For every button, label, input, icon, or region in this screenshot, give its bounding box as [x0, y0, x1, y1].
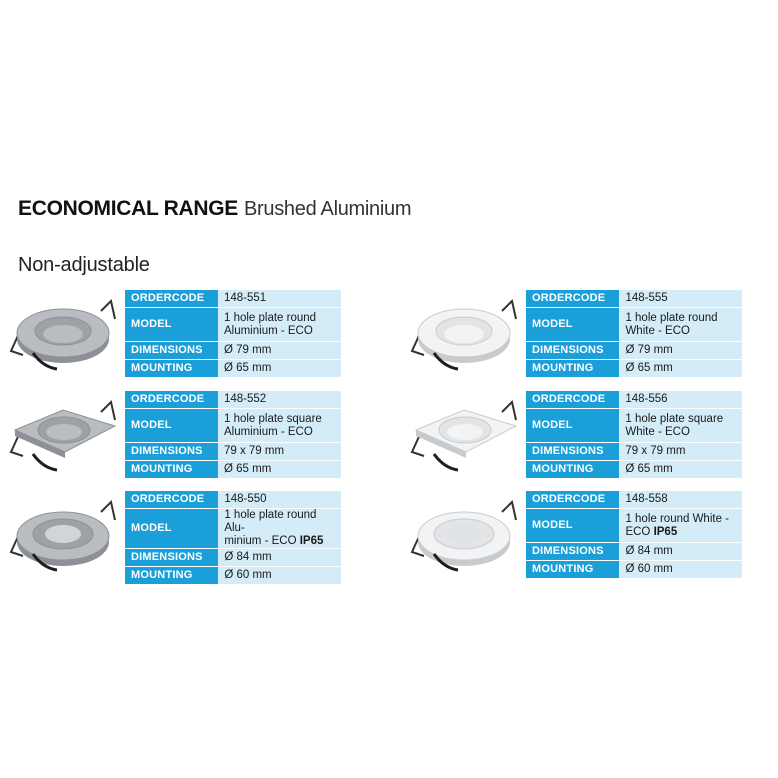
dimensions-value: 79 x 79 mm	[218, 443, 341, 460]
model-value: 1 hole plate round White - ECO	[619, 308, 742, 341]
model-value: 1 hole plate square Aluminium - ECO	[218, 409, 341, 442]
dimensions-label: DIMENSIONS	[125, 342, 218, 359]
mounting-value: Ø 60 mm	[218, 567, 341, 584]
downlight-fixture-icon	[404, 490, 524, 580]
dimensions-label: DIMENSIONS	[526, 342, 619, 359]
mounting-label: MOUNTING	[526, 561, 619, 578]
dimensions-value: Ø 84 mm	[619, 543, 742, 560]
mounting-label: MOUNTING	[526, 461, 619, 478]
model-value: 1 hole plate round Alu- minium - ECO IP65	[218, 509, 341, 548]
mounting-value: Ø 60 mm	[619, 561, 742, 578]
mounting-value: Ø 65 mm	[619, 360, 742, 377]
product-card	[404, 289, 742, 379]
mounting-label: MOUNTING	[125, 360, 218, 377]
model-label: MODEL	[125, 409, 218, 442]
mounting-label: MOUNTING	[125, 567, 218, 584]
dimensions-label: DIMENSIONS	[125, 549, 218, 566]
dimensions-label: DIMENSIONS	[526, 443, 619, 460]
model-label: MODEL	[125, 308, 218, 341]
mounting-value: Ø 65 mm	[218, 360, 341, 377]
page-title	[18, 197, 411, 221]
ordercode-label: ORDERCODE	[526, 391, 619, 408]
mounting-value: Ø 65 mm	[619, 461, 742, 478]
product-photo	[3, 289, 123, 379]
ordercode-label: ORDERCODE	[526, 491, 619, 508]
ordercode-value: 148-550	[218, 491, 341, 508]
model-label: MODEL	[526, 308, 619, 341]
spec-table	[526, 490, 742, 579]
model-value: 1 hole round White - ECO IP65	[619, 509, 742, 542]
ordercode-label: ORDERCODE	[526, 290, 619, 307]
dimensions-value: 79 x 79 mm	[619, 443, 742, 460]
spec-table	[526, 390, 742, 479]
product-card	[3, 490, 341, 580]
dimensions-label: DIMENSIONS	[526, 543, 619, 560]
product-card	[3, 289, 341, 379]
product-card	[3, 390, 341, 480]
dimensions-label: DIMENSIONS	[125, 443, 218, 460]
section-subtitle: Non-adjustable	[18, 254, 150, 276]
downlight-fixture-icon	[3, 490, 123, 580]
downlight-fixture-icon	[404, 390, 524, 480]
spec-table	[125, 390, 341, 479]
dimensions-value: Ø 84 mm	[218, 549, 341, 566]
model-value: 1 hole plate round Aluminium - ECO	[218, 308, 341, 341]
product-photo	[3, 390, 123, 480]
ordercode-value: 148-556	[619, 391, 742, 408]
model-label: MODEL	[526, 509, 619, 542]
ordercode-label: ORDERCODE	[125, 391, 218, 408]
mounting-label: MOUNTING	[125, 461, 218, 478]
dimensions-value: Ø 79 mm	[218, 342, 341, 359]
spec-table	[125, 289, 341, 378]
model-value: 1 hole plate square White - ECO	[619, 409, 742, 442]
product-photo	[404, 390, 524, 480]
spec-table	[526, 289, 742, 378]
ordercode-label: ORDERCODE	[125, 290, 218, 307]
product-card	[404, 490, 742, 580]
downlight-fixture-icon	[3, 289, 123, 379]
model-label: MODEL	[526, 409, 619, 442]
ordercode-value: 148-555	[619, 290, 742, 307]
product-photo	[404, 490, 524, 580]
title-range: ECONOMICAL RANGE	[18, 197, 238, 220]
ordercode-value: 148-558	[619, 491, 742, 508]
product-photo	[404, 289, 524, 379]
model-label: MODEL	[125, 509, 218, 548]
dimensions-value: Ø 79 mm	[619, 342, 742, 359]
downlight-fixture-icon	[404, 289, 524, 379]
downlight-fixture-icon	[3, 390, 123, 480]
product-photo	[3, 490, 123, 580]
product-card	[404, 390, 742, 480]
ordercode-label: ORDERCODE	[125, 491, 218, 508]
mounting-value: Ø 65 mm	[218, 461, 341, 478]
ordercode-value: 148-551	[218, 290, 341, 307]
title-finish: Brushed Aluminium	[244, 198, 412, 220]
ordercode-value: 148-552	[218, 391, 341, 408]
spec-table	[125, 490, 341, 585]
mounting-label: MOUNTING	[526, 360, 619, 377]
